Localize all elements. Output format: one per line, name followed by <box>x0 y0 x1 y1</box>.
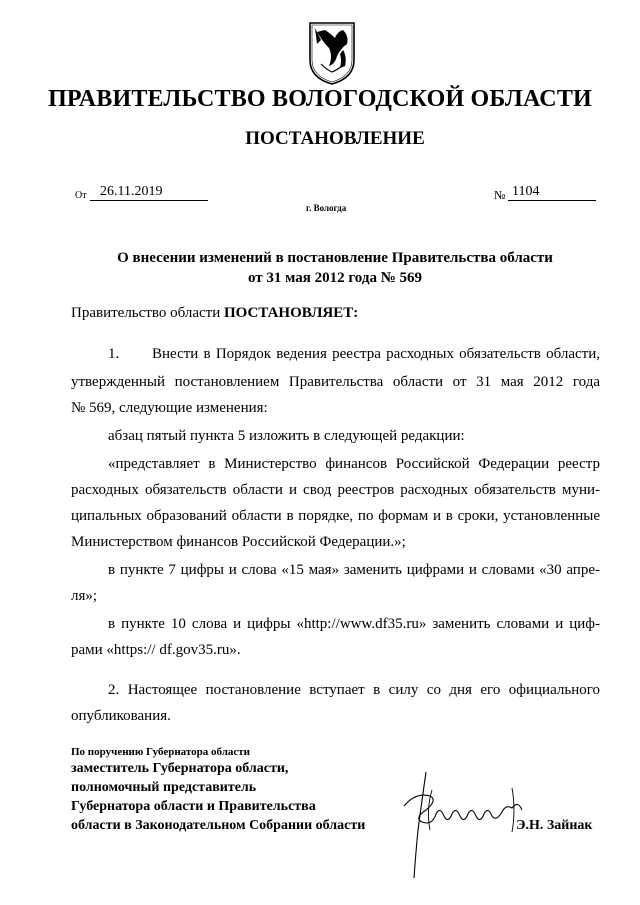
preamble-bold: ПОСТАНОВЛЯЕТ: <box>223 305 359 321</box>
item1-line <box>71 346 600 363</box>
paragraph7-line: ля»; <box>71 588 98 604</box>
quote-line: Министерством финансов Российской Федерации.»; <box>71 534 406 550</box>
quote-line: расходных обязательств области и свод реестров расходных обязательств муни- <box>71 482 600 498</box>
subject-line: от 31 мая 2012 года № 569 <box>247 270 423 286</box>
date-prefix: От <box>75 190 87 201</box>
paragraph10-line: в пункте 10 слова и цифры «http://www.df35.ru» заменить словами и циф- <box>108 616 600 632</box>
handwritten-signature <box>396 770 526 880</box>
government-title: ПРАВИТЕЛЬСТВО ВОЛОГОДСКОЙ ОБЛАСТИ <box>48 86 592 112</box>
item2-line: опубликования. <box>71 708 171 724</box>
number-prefix: № <box>494 188 506 202</box>
quote-line: «представляет в Министерство финансов Российской Федерации реестр <box>108 456 600 472</box>
paragraph7-line: в пункте 7 цифры и слова «15 мая» заменить цифрами и словами «30 апре- <box>108 562 600 578</box>
signatory-line: Губернатора области и Правительства <box>71 799 316 814</box>
document-subject <box>70 248 600 288</box>
document-type: ПОСТАНОВЛЕНИЕ <box>245 128 425 149</box>
item2-line: 2. Настоящее постановление вступает в силу со дня его официального <box>108 682 600 698</box>
item-text: Внести в Порядок ведения реестра расходных обязательств области, <box>152 346 600 362</box>
item1-subitem: абзац пятый пункта 5 изложить в следующей редакции: <box>108 428 465 444</box>
signatory-line: заместитель Губернатора области, <box>71 761 289 776</box>
document-number: 1104 <box>508 184 596 201</box>
signatory-line: По поручению Губернатора области <box>71 746 251 758</box>
subject-line: О внесении изменений в постановление Правительства области <box>117 250 553 266</box>
signatory-line: области в Законодательном Собрании области <box>71 818 366 833</box>
item-number: 1. <box>108 346 120 362</box>
city-name: г. Вологда <box>306 203 347 213</box>
preamble-text: Правительство области <box>71 305 224 321</box>
quote-line: ципальных образований области в порядке, по формам и в сроки, установленные <box>71 508 600 524</box>
preamble <box>71 305 600 322</box>
signatory-line: полномочный представитель <box>71 780 257 795</box>
paragraph10-line: рами «https:// df.gov35.ru». <box>71 642 241 658</box>
item1-line: № 569, следующие изменения: <box>71 400 268 416</box>
item1-line: утвержденный постановлением Правительства области от 31 мая 2012 года <box>71 374 600 390</box>
signer-name: Э.Н. Зайнак <box>516 818 593 833</box>
coat-of-arms-emblem <box>307 20 357 86</box>
document-date: 26.11.2019 <box>90 184 208 201</box>
signatory-title <box>71 745 365 835</box>
